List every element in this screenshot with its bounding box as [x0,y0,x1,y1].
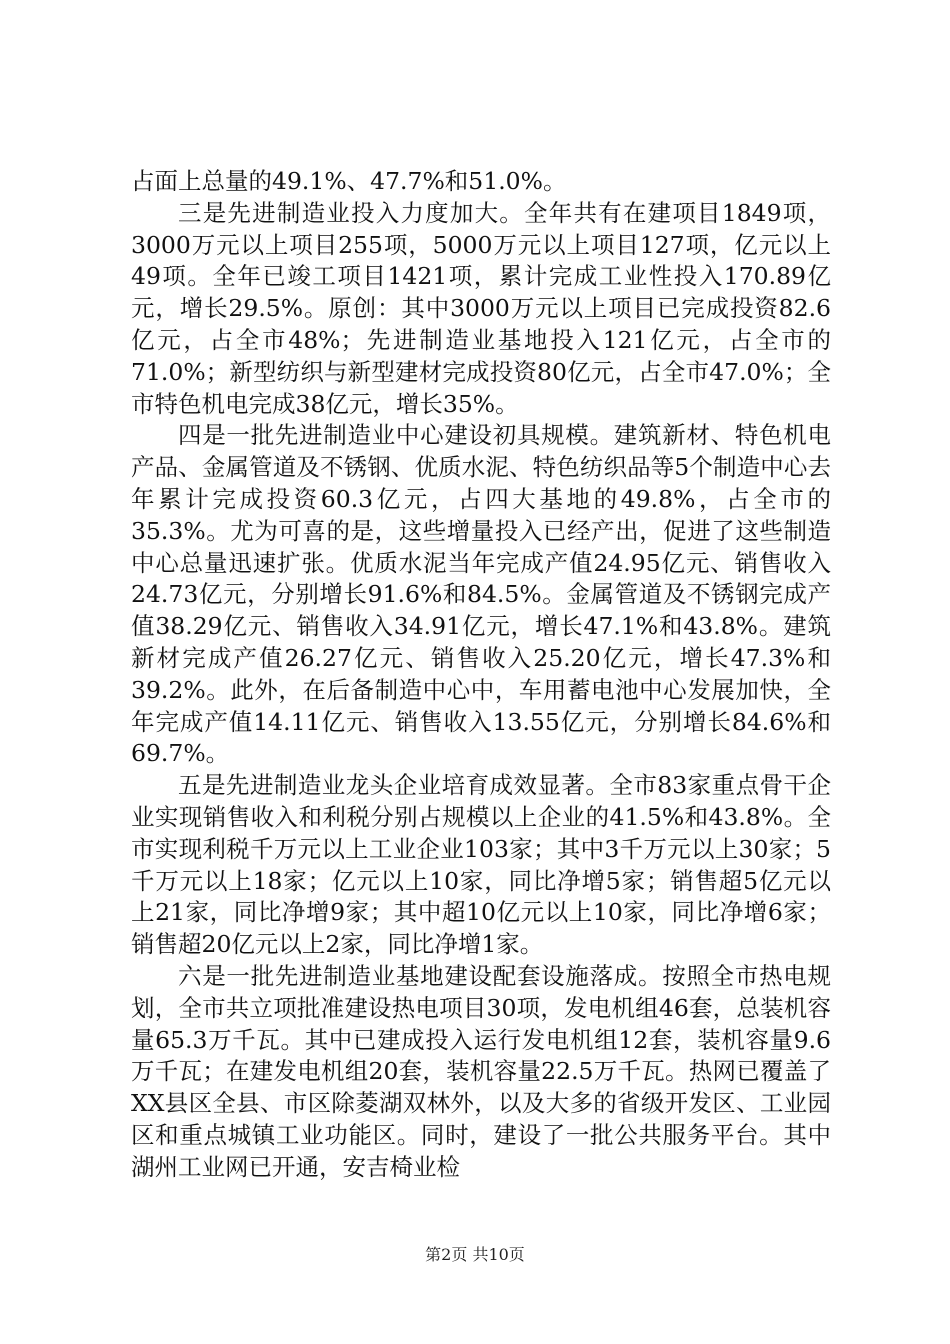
paragraph-continuation: 占面上总量的49.1%、47.7%和51.0%。 [131,167,567,195]
document-body [131,166,831,1184]
paragraph-supporting-facilities: 六是一批先进制造业基地建设配套设施落成。按照全市热电规划，全市共立项批准建设热电项目30项，发电机组46套，总装机容量65.3万千瓦。其中已建成投入运行发电机组12套，装机容量9.6万千瓦；在建发电机组20套，装机容量22.5万千瓦。热网已覆盖了XX县区全县、市区除菱湖双林外，以及大多的省级开发区、工业园区和重点城镇工业功能区。同时，建设了一批公共服务平台。其中湖州工业网已开通，安吉椅业检 [131,961,831,1181]
page-number-footer: 第2页 共10页 [425,1245,525,1264]
paragraph-leading-enterprises: 五是先进制造业龙头企业培育成效显著。全市83家重点骨干企业实现销售收入和利税分别占规模以上企业的41.5%和43.8%。全市实现利税千万元以上工业企业103家；其中3千万元以上30家；5千万元以上18家；亿元以上10家，同比净增5家；销售超5亿元以上21家，同比净增9家；其中超10亿元以上10家，同比净增6家；销售超20亿元以上2家，同比净增1家。 [131,771,831,959]
paragraph-investment: 三是先进制造业投入力度加大。全年共有在建项目1849项，3000万元以上项目255项，5000万元以上项目127项，亿元以上49项。全年已竣工项目1421项，累计完成工业性投入170.89亿元，增长29.5%。原创：其中3000万元以上项目已完成投资82.6亿元，占全市48%；先进制造业基地投入121亿元，占全市的71.0%；新型纺织与新型建材完成投资80亿元，占全市47.0%；全市特色机电完成38亿元，增长35%。 [131,198,831,418]
paragraph-manufacturing-centers: 四是一批先进制造业中心建设初具规模。建筑新材、特色机电产品、金属管道及不锈钢、优质水泥、特色纺织品等5个制造中心去年累计完成投资60.3亿元，占四大基地的49.8%，占全市的35.3%。尤为可喜的是，这些增量投入已经产出，促进了这些制造中心总量迅速扩张。优质水泥当年完成产值24.95亿元、销售收入24.73亿元，分别增长91.6%和84.5%。金属管道及不锈钢完成产值38.29亿元、销售收入34.91亿元，增长47.1%和43.8%。建筑新材完成产值26.27亿元、销售收入25.20亿元，增长47.3%和39.2%。此外，在后备制造中心中，车用蓄电池中心发展加快，全年完成产值14.11亿元、销售收入13.55亿元，分别增长84.6%和69.7%。 [131,421,831,768]
